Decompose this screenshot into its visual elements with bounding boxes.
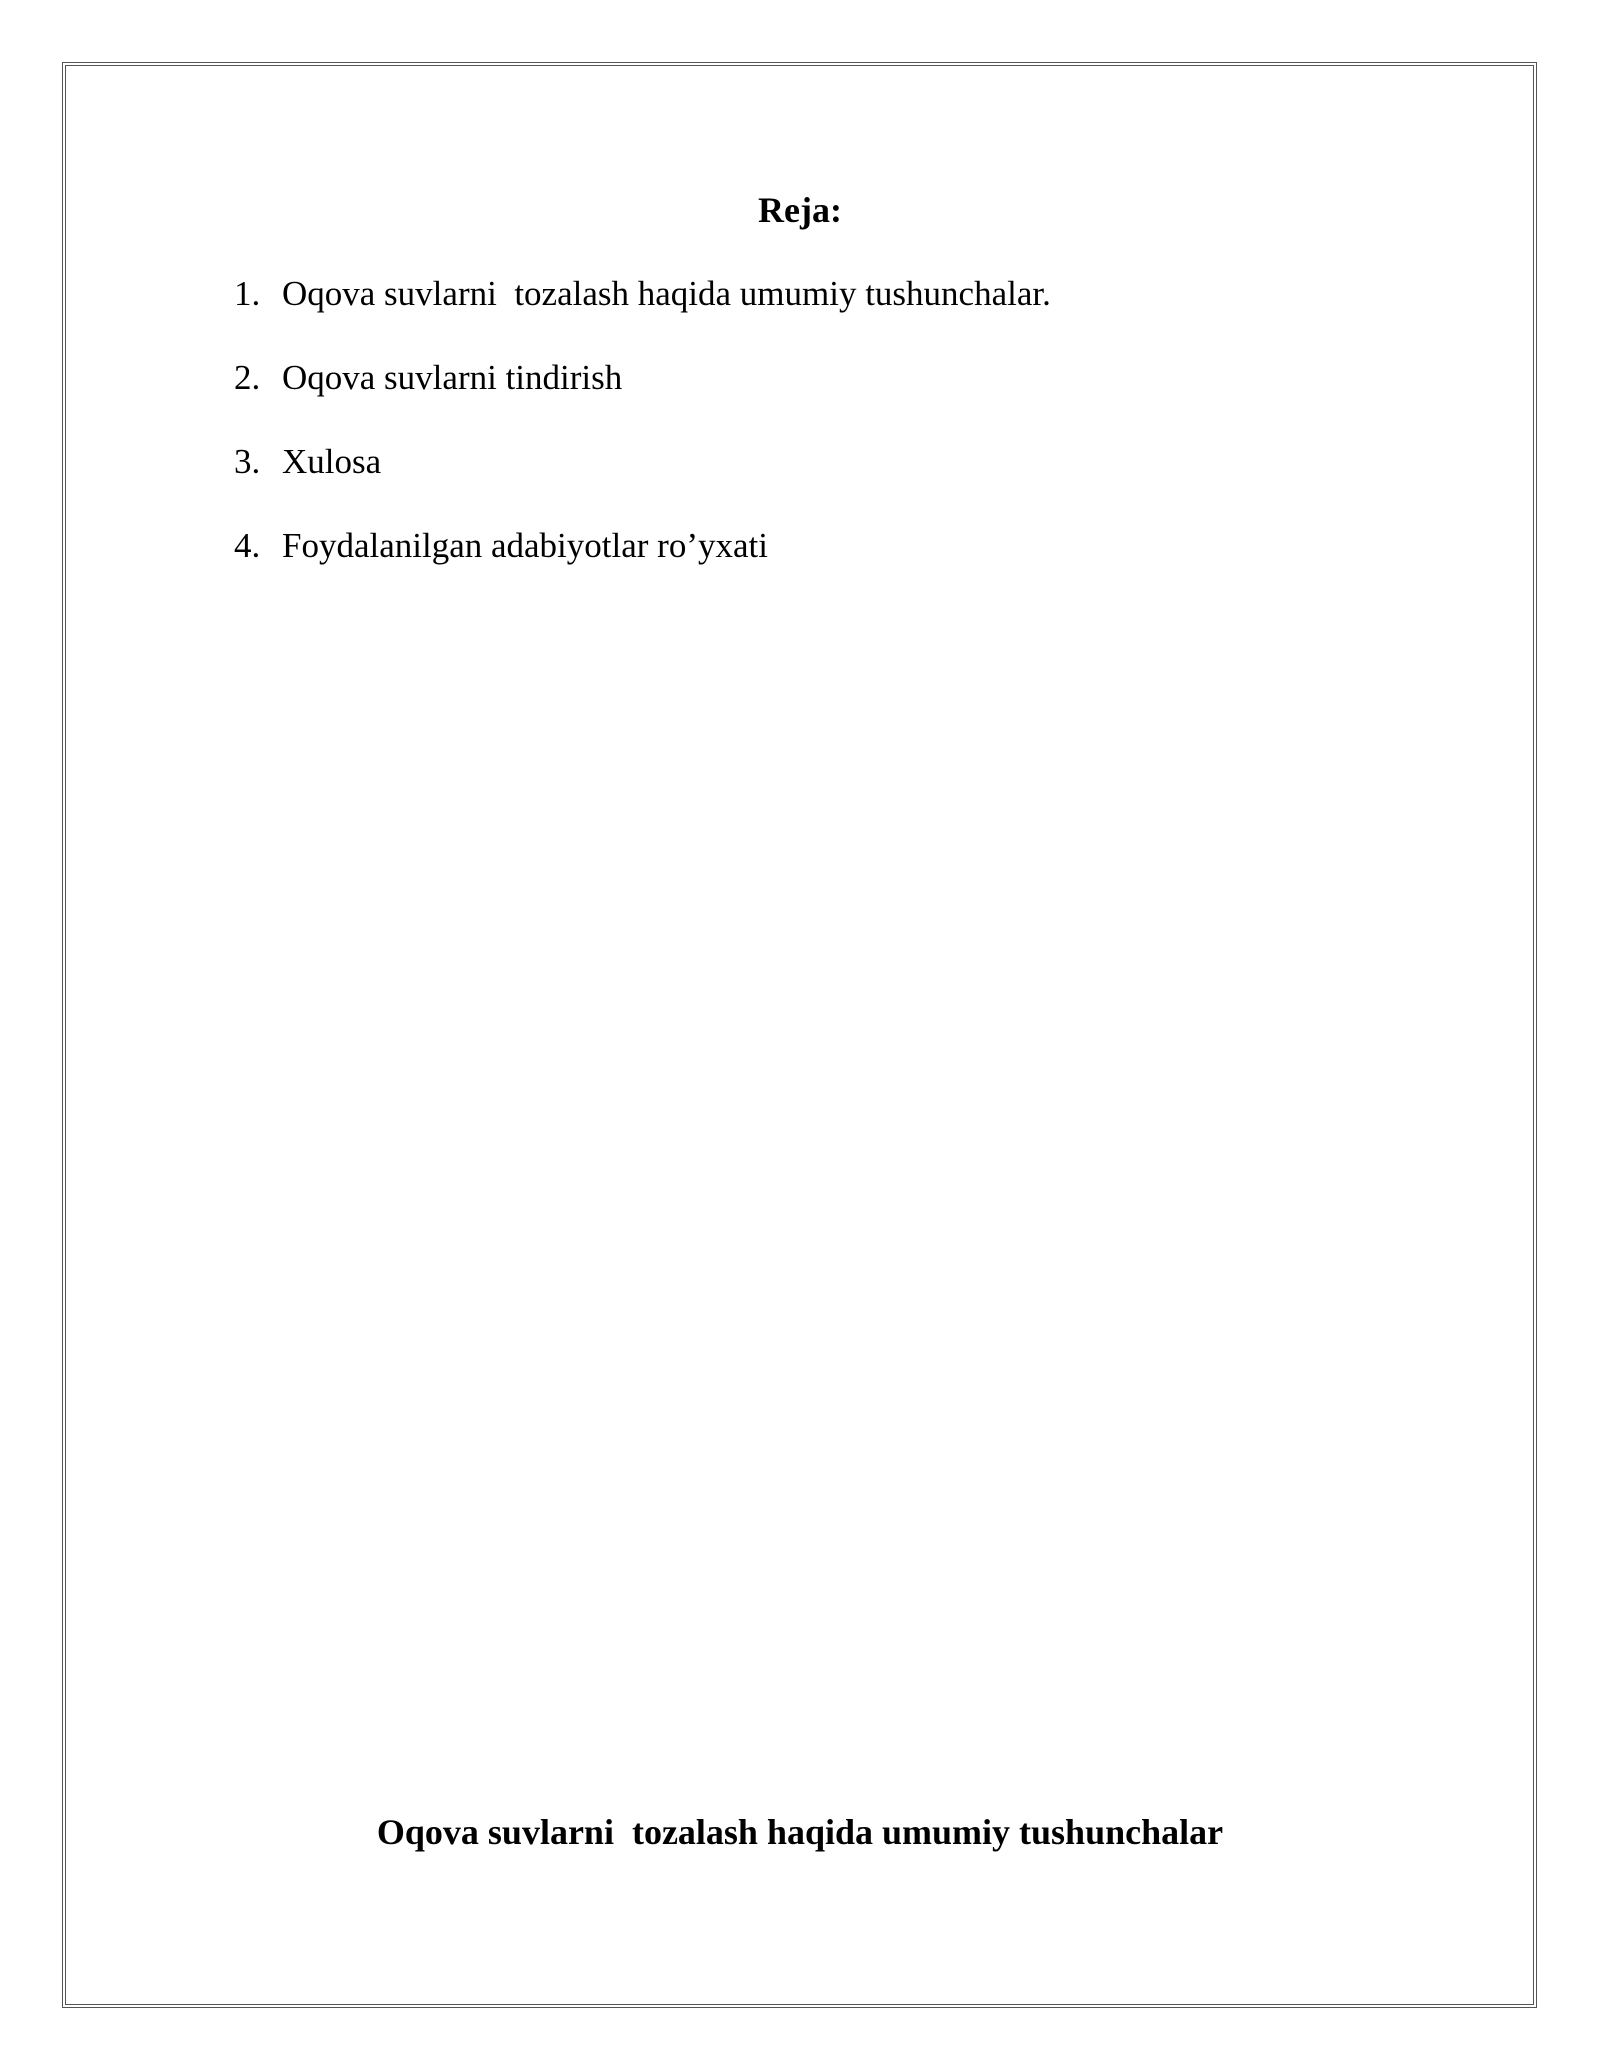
plan-item-text: Xulosa (282, 442, 382, 481)
plan-item-number: 2. (234, 358, 261, 397)
plan-item-text: Oqova suvlarni tozalash haqida umumiy tushunchalar. (282, 274, 1051, 313)
plan-item-number: 1. (234, 274, 261, 313)
plan-item-2 (234, 352, 1051, 404)
section-heading: Oqova suvlarni tozalash haqida umumiy tushunchalar (376, 1812, 1224, 1852)
plan-item-3 (234, 436, 1051, 488)
plan-item-number: 3. (234, 442, 261, 481)
plan-list (234, 268, 1051, 604)
plan-item-text: Foydalanilgan adabiyotlar ro’yxati (282, 526, 768, 565)
plan-item-1 (234, 268, 1051, 320)
plan-item-text: Oqova suvlarni tindirish (282, 358, 623, 397)
plan-item-4 (234, 520, 1051, 572)
plan-title: Reja: (758, 190, 842, 230)
plan-item-number: 4. (234, 526, 261, 565)
